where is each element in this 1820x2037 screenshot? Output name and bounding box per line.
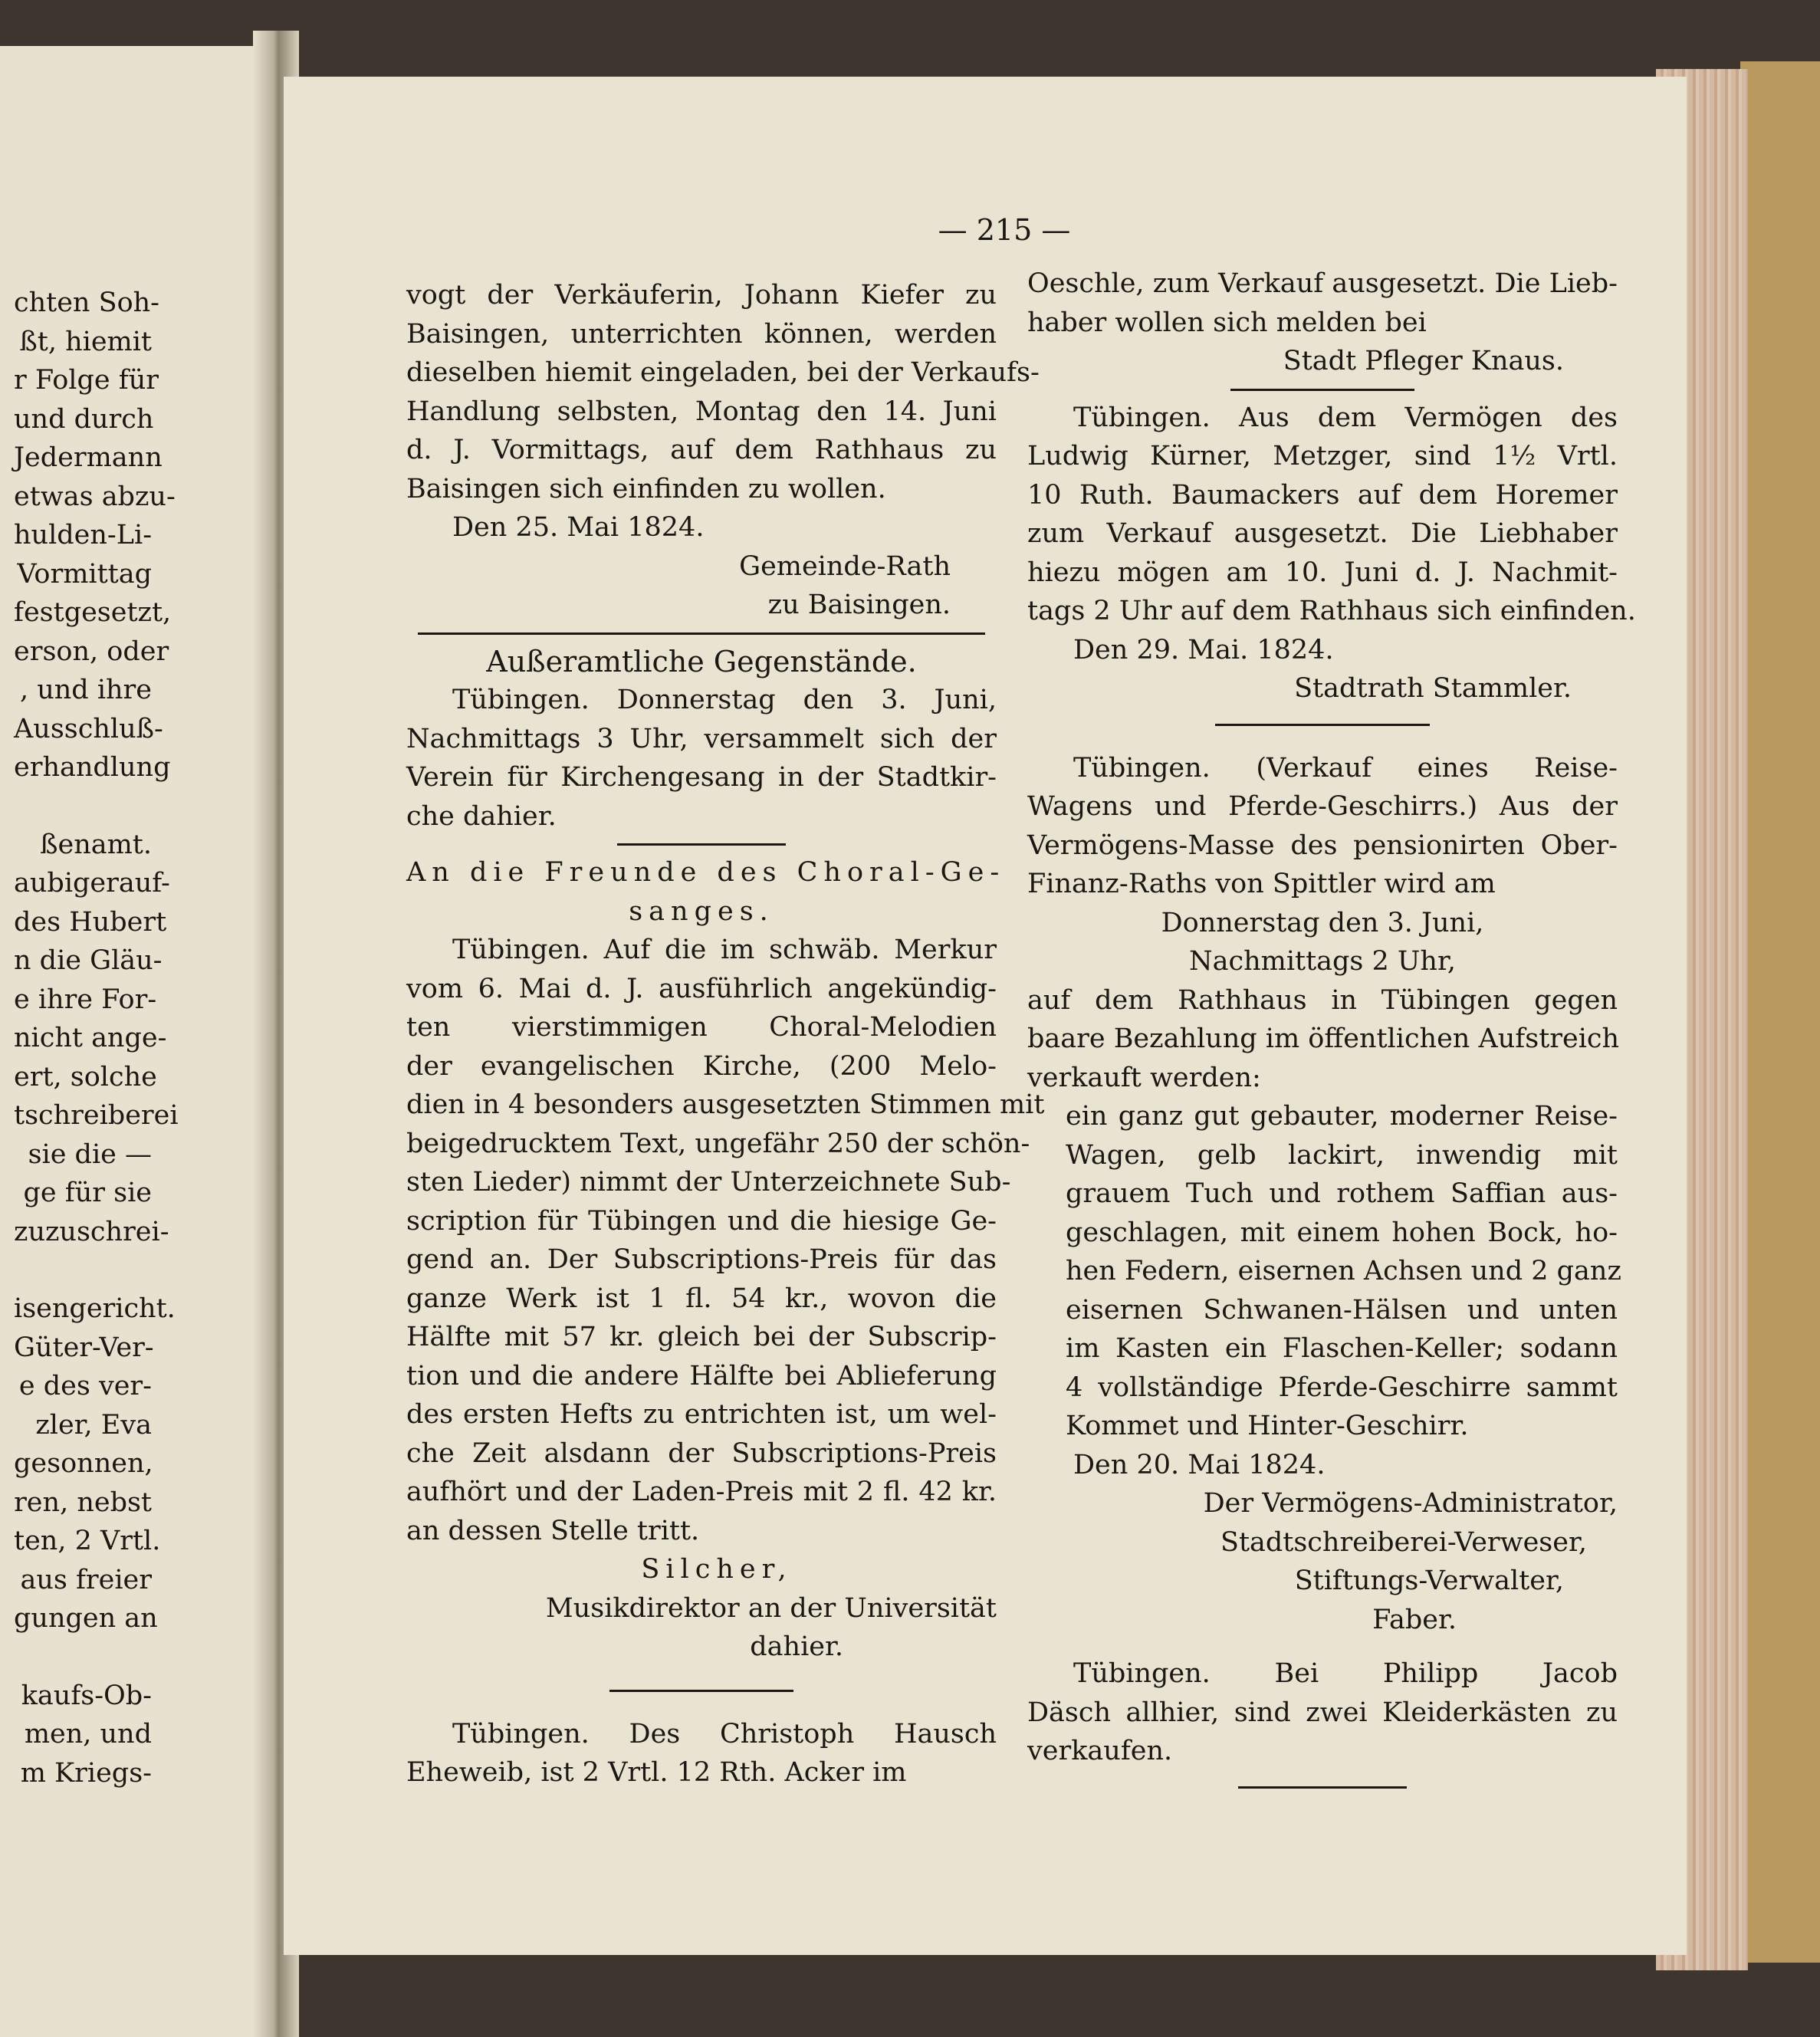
text-fragment: ren, nebst — [14, 1487, 152, 1518]
text-line: scription für Tübingen und die hiesige Ge- — [406, 1205, 997, 1237]
divider — [1215, 724, 1430, 726]
text-line: Tübingen. Auf die im schwäb. Merkur — [452, 935, 997, 965]
text-line: Hälfte mit 57 kr. gleich bei der Subscrip- — [406, 1322, 997, 1352]
text-fragment: ert, solche — [14, 1061, 157, 1092]
text-line: Finanz-Raths von Spittler wird am — [1027, 869, 1496, 899]
text-line: beigedrucktem Text, ungefähr 250 der schön- — [406, 1128, 1030, 1159]
text-fragment: e des ver- — [18, 1371, 152, 1401]
signature: zu Baisingen. — [767, 590, 951, 620]
text-line: Baisingen, unterrichten können, werden — [406, 318, 997, 350]
text-line: sten Lieder) nimmt der Unterzeichnete Sub- — [406, 1167, 1011, 1198]
text-fragment: des Hubert — [14, 906, 167, 938]
text-line: Oeschle, zum Verkauf ausgesetzt. Die Lieb- — [1027, 268, 1618, 299]
signature: Gemeinde-Rath — [739, 550, 951, 582]
text-line: Tübingen. Des Christoph Hausch — [452, 1718, 997, 1750]
text-line: hen Federn, eisernen Achsen und 2 ganz — [1066, 1256, 1621, 1286]
text-line: tags 2 Uhr auf dem Rathhaus sich einfinden. — [1027, 596, 1636, 626]
signature: Musikdirektor an der Universität — [545, 1592, 997, 1624]
text-fragment — [14, 1638, 152, 1677]
text-line: baare Bezahlung im öffentlichen Aufstreich — [1027, 1023, 1620, 1054]
text-fragment: Vormittag — [17, 558, 152, 590]
text-line: gend an. Der Subscriptions-Preis für das — [406, 1244, 997, 1275]
text-fragment: etwas abzu- — [14, 481, 176, 512]
divider — [617, 843, 786, 846]
text-fragment: , und ihre — [19, 675, 152, 705]
date-line: Den 20. Mai 1824. — [1073, 1449, 1326, 1480]
text-line: Verein für Kirchengesang in der Stadtkir- — [406, 762, 997, 793]
text-line: im Kasten ein Flaschen-Keller; sodann — [1066, 1333, 1618, 1364]
notice-title: sanges. — [629, 895, 774, 927]
text-line: che dahier. — [406, 800, 557, 832]
text-fragment: isengericht. — [14, 1293, 176, 1324]
signature: Der Vermögens-Administrator, — [1203, 1488, 1618, 1519]
text-line: verkauft werden: — [1027, 1062, 1261, 1093]
text-line: dieselben hiemit eingeladen, bei der Verkaufs- — [406, 357, 1040, 388]
text-line: Handlung selbsten, Montag den 14. Juni — [406, 396, 997, 427]
text-line: eisernen Schwanen-Hälsen und unten — [1066, 1294, 1618, 1326]
notice-title: An die Freunde des Choral-Ge- — [406, 857, 1006, 888]
divider — [1238, 1786, 1407, 1789]
section-heading: Außeramtliche Gegenstände. — [486, 644, 917, 678]
text-line: vogt der Verkäuferin, Johann Kiefer zu — [406, 280, 997, 310]
text-fragment: und durch — [14, 403, 154, 435]
text-line: zum Verkauf ausgesetzt. Die Liebhaber — [1027, 518, 1618, 549]
text-line: Tübingen. Aus dem Vermögen des — [1073, 402, 1618, 433]
signature: Stadt Pfleger Knaus. — [1283, 346, 1564, 376]
text-line: an dessen Stelle tritt. — [406, 1515, 700, 1546]
text-fragment: aus freier — [20, 1564, 152, 1595]
text-line: der evangelischen Kirche, (200 Melo- — [406, 1050, 997, 1082]
signature: Stadtrath Stammler. — [1294, 673, 1572, 704]
text-line: des ersten Hefts zu entrichten ist, um wel- — [406, 1399, 997, 1430]
page-number: — 215 — — [938, 213, 1071, 247]
text-fragment: festgesetzt, — [14, 597, 172, 628]
text-fragment: erhandlung — [14, 752, 171, 783]
date-line: Den 25. Mai 1824. — [452, 512, 705, 543]
text-line: Baisingen sich einfinden zu wollen. — [406, 473, 886, 504]
text-line: Eheweib, ist 2 Vrtl. 12 Rth. Acker im — [406, 1757, 907, 1788]
text-line: Vermögens-Masse des pensionirten Ober- — [1027, 830, 1618, 861]
text-line: ganze Werk ist 1 fl. 54 kr., wovon die — [406, 1283, 997, 1314]
text-line: dien in 4 besonders ausgesetzten Stimmen mit — [406, 1089, 1045, 1120]
text-line: Wagens und Pferde-Geschirrs.) Aus der — [1027, 791, 1618, 822]
text-line: tion und die andere Hälfte bei Ablieferung — [406, 1360, 997, 1391]
text-fragment: m Kriegs- — [20, 1757, 152, 1789]
text-line: ten vierstimmigen Choral-Melodien — [406, 1012, 997, 1043]
text-line: che Zeit alsdann der Subscriptions-Preis — [406, 1437, 997, 1469]
text-fragment: ten, 2 Vrtl. — [14, 1526, 161, 1556]
divider — [609, 1690, 793, 1692]
text-line: Nachmittags 3 Uhr, versammelt sich der — [406, 723, 997, 754]
text-fragment: Jedermann — [14, 442, 163, 473]
text-line: Wagen, gelb lackirt, inwendig mit — [1066, 1139, 1618, 1171]
text-line: Tübingen. Donnerstag den 3. Juni, — [452, 685, 997, 715]
text-fragment: zler, Eva — [35, 1409, 152, 1441]
right-column — [1027, 264, 1636, 1796]
text-line: d. J. Vormittags, auf dem Rathhaus zu — [406, 435, 997, 465]
time-line: Nachmittags 2 Uhr, — [1189, 946, 1456, 977]
text-fragment: gesonnen, — [14, 1448, 153, 1479]
text-fragment: n die Gläu- — [14, 945, 163, 976]
text-line: haber wollen sich melden bei — [1027, 307, 1427, 338]
divider — [418, 632, 985, 635]
text-fragment: tschreiberei — [14, 1100, 179, 1131]
text-line: Ludwig Kürner, Metzger, sind 1½ Vrtl. — [1027, 441, 1618, 471]
text-fragment: kaufs-Ob- — [21, 1680, 152, 1711]
text-line: Däsch allhier, sind zwei Kleiderkästen zu — [1027, 1697, 1618, 1728]
text-fragment: ßt, hiemit — [19, 326, 152, 357]
text-fragment: ge für sie — [23, 1178, 152, 1208]
text-fragment: Ausschluß- — [14, 713, 163, 744]
text-line: verkaufen. — [1027, 1736, 1173, 1766]
signature: dahier. — [750, 1631, 843, 1662]
date-line: Donnerstag den 3. Juni, — [1161, 907, 1484, 938]
left-page-column — [14, 284, 179, 1792]
signature: Stiftungs-Verwalter, — [1294, 1566, 1564, 1596]
text-fragment: gungen an — [14, 1603, 158, 1634]
text-line: grauem Tuch und rothem Saffian aus- — [1066, 1178, 1618, 1209]
signature: Stadtschreiberei-Verweser, — [1220, 1526, 1587, 1558]
text-fragment: Güter-Ver- — [14, 1332, 154, 1363]
text-line: Tübingen. Bei Philipp Jacob — [1073, 1658, 1618, 1689]
text-line: Kommet und Hinter-Geschirr. — [1066, 1411, 1469, 1441]
text-fragment: chten Soh- — [14, 287, 160, 318]
text-fragment: nicht ange- — [14, 1023, 167, 1053]
text-fragment: sie die — — [28, 1138, 152, 1170]
text-fragment: aubigerauf- — [14, 868, 170, 899]
text-line: Tübingen. (Verkauf eines Reise- — [1073, 752, 1618, 784]
text-fragment: ßenamt. — [40, 829, 152, 860]
text-line: hiezu mögen am 10. Juni d. J. Nachmit- — [1027, 557, 1618, 588]
text-line: vom 6. Mai d. J. ausführlich angekündig- — [406, 973, 997, 1004]
text-line: aufhört und der Laden-Preis mit 2 fl. 42 kr. — [406, 1477, 997, 1507]
date-line: Den 29. Mai. 1824. — [1073, 634, 1334, 665]
text-line: auf dem Rathhaus in Tübingen gegen — [1027, 984, 1618, 1016]
signature: Silcher, — [641, 1554, 793, 1585]
text-fragment — [14, 1251, 152, 1290]
text-line: 10 Ruth. Baumackers auf dem Horemer — [1027, 479, 1618, 511]
text-fragment: r Folge für — [14, 365, 159, 396]
signature: Faber. — [1372, 1604, 1457, 1635]
text-fragment: men, und — [24, 1719, 152, 1750]
text-fragment: hulden-Li- — [14, 520, 153, 550]
text-fragment: zuzuschrei- — [14, 1216, 169, 1247]
text-fragment — [14, 787, 152, 826]
divider — [1230, 389, 1414, 391]
text-line: 4 vollständige Pferde-Geschirre sammt — [1066, 1372, 1618, 1403]
book-cover-edge — [1740, 61, 1820, 1963]
middle-column — [406, 276, 1045, 1792]
text-fragment: e ihre For- — [14, 984, 157, 1015]
text-fragment: erson, oder — [14, 636, 169, 667]
text-line: ein ganz gut gebauter, moderner Reise- — [1066, 1101, 1618, 1132]
text-line: geschlagen, mit einem hohen Bock, ho- — [1066, 1217, 1618, 1248]
